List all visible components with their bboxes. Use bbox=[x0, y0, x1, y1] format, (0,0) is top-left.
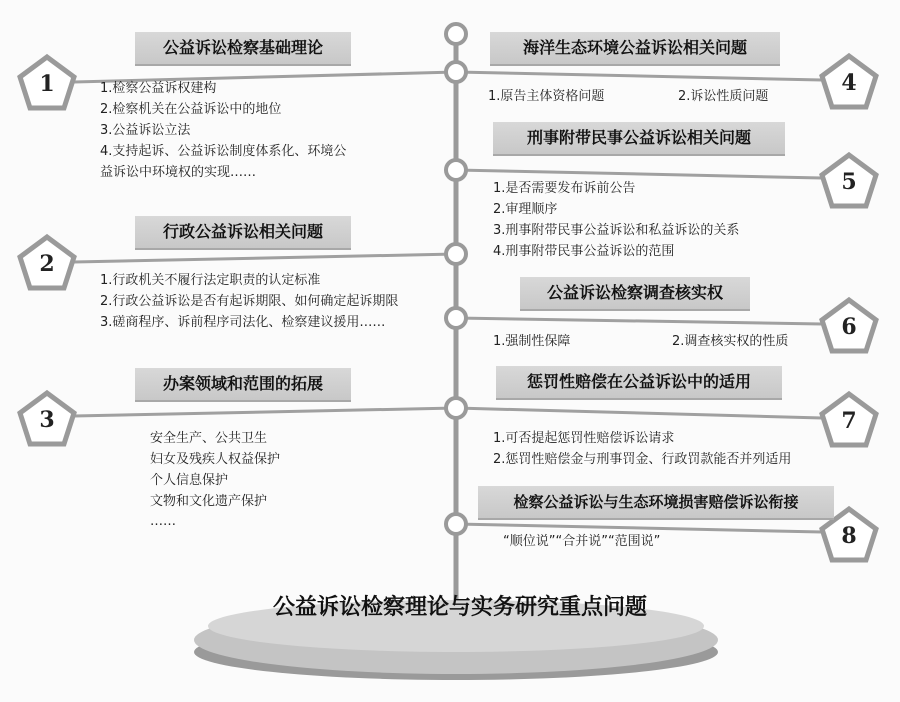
section-title-6: 公益诉讼检察调查核实权 bbox=[520, 277, 750, 311]
section-7-item: 1.可否提起惩罚性赔偿诉讼请求 bbox=[493, 431, 675, 446]
spine-node bbox=[446, 308, 466, 328]
section-3-item: 文物和文化遗产保护 bbox=[150, 494, 268, 509]
spine-node bbox=[446, 398, 466, 418]
section-6-item: 2.调查核实权的性质 bbox=[672, 334, 789, 349]
section-title-4: 海洋生态环境公益诉讼相关问题 bbox=[490, 32, 780, 66]
badge-number-1: 1 bbox=[39, 71, 55, 97]
spine-node bbox=[446, 244, 466, 264]
spine-node bbox=[446, 160, 466, 180]
section-3-item: …… bbox=[150, 514, 176, 529]
badge-number-7: 7 bbox=[841, 408, 857, 434]
spine-node-top bbox=[446, 24, 466, 44]
section-title-8: 检察公益诉讼与生态环境损害赔偿诉讼衔接 bbox=[478, 486, 834, 520]
badge-number-2: 2 bbox=[39, 251, 55, 277]
section-title-2: 行政公益诉讼相关问题 bbox=[135, 216, 351, 250]
spine-node bbox=[446, 514, 466, 534]
section-title-7: 惩罚性赔偿在公益诉讼中的适用 bbox=[496, 366, 782, 400]
section-5-item: 3.刑事附带民事公益诉讼和私益诉讼的关系 bbox=[493, 223, 740, 238]
section-1-item: 4.支持起诉、公益诉讼制度体系化、环境公 bbox=[100, 144, 347, 159]
section-4-item: 1.原告主体资格问题 bbox=[488, 89, 605, 104]
section-2-item: 2.行政公益诉讼是否有起诉期限、如何确定起诉期限 bbox=[100, 294, 399, 309]
badge-number-4: 4 bbox=[841, 70, 857, 96]
badge-number-8: 8 bbox=[841, 523, 857, 549]
section-1-item: 3.公益诉讼立法 bbox=[100, 123, 191, 138]
section-1-item: 2.检察机关在公益诉讼中的地位 bbox=[100, 102, 282, 117]
branch-line-7 bbox=[456, 408, 822, 418]
badge-number-5: 5 bbox=[841, 169, 857, 195]
branch-line-5 bbox=[456, 170, 822, 178]
section-title-1: 公益诉讼检察基础理论 bbox=[135, 32, 351, 66]
section-5-item: 4.刑事附带民事公益诉讼的范围 bbox=[493, 244, 675, 259]
branch-line-8 bbox=[456, 524, 822, 532]
badge-number-6: 6 bbox=[841, 314, 857, 340]
section-2-item: 1.行政机关不履行法定职责的认定标准 bbox=[100, 273, 321, 288]
section-1-item: 益诉讼中环境权的实现…… bbox=[100, 165, 257, 180]
section-4-item: 2.诉讼性质问题 bbox=[678, 89, 769, 104]
section-title-3: 办案领域和范围的拓展 bbox=[135, 368, 351, 402]
section-5-item: 1.是否需要发布诉前公告 bbox=[493, 181, 636, 196]
section-2-item: 3.磋商程序、诉前程序司法化、检察建议援用…… bbox=[100, 315, 386, 330]
section-3-item: 个人信息保护 bbox=[150, 473, 229, 488]
section-7-item: 2.惩罚性赔偿金与刑事罚金、行政罚款能否并列适用 bbox=[493, 452, 792, 467]
section-5-item: 2.审理顺序 bbox=[493, 202, 558, 217]
section-6-item: 1.强制性保障 bbox=[493, 334, 571, 349]
branch-line-4 bbox=[456, 72, 822, 80]
branch-line-3 bbox=[74, 408, 456, 416]
section-3-item: 安全生产、公共卫生 bbox=[150, 431, 268, 446]
branch-line-6 bbox=[456, 318, 822, 324]
spine-node bbox=[446, 62, 466, 82]
section-8-item: “顺位说”“合并说”“范围说” bbox=[503, 534, 661, 549]
branch-line-2 bbox=[74, 254, 456, 262]
badge-number-3: 3 bbox=[39, 407, 55, 433]
main-title: 公益诉讼检察理论与实务研究重点问题 bbox=[272, 595, 647, 620]
section-1-item: 1.检察公益诉权建构 bbox=[100, 81, 217, 96]
section-3-item: 妇女及残疾人权益保护 bbox=[150, 452, 281, 467]
section-title-5: 刑事附带民事公益诉讼相关问题 bbox=[493, 122, 785, 156]
